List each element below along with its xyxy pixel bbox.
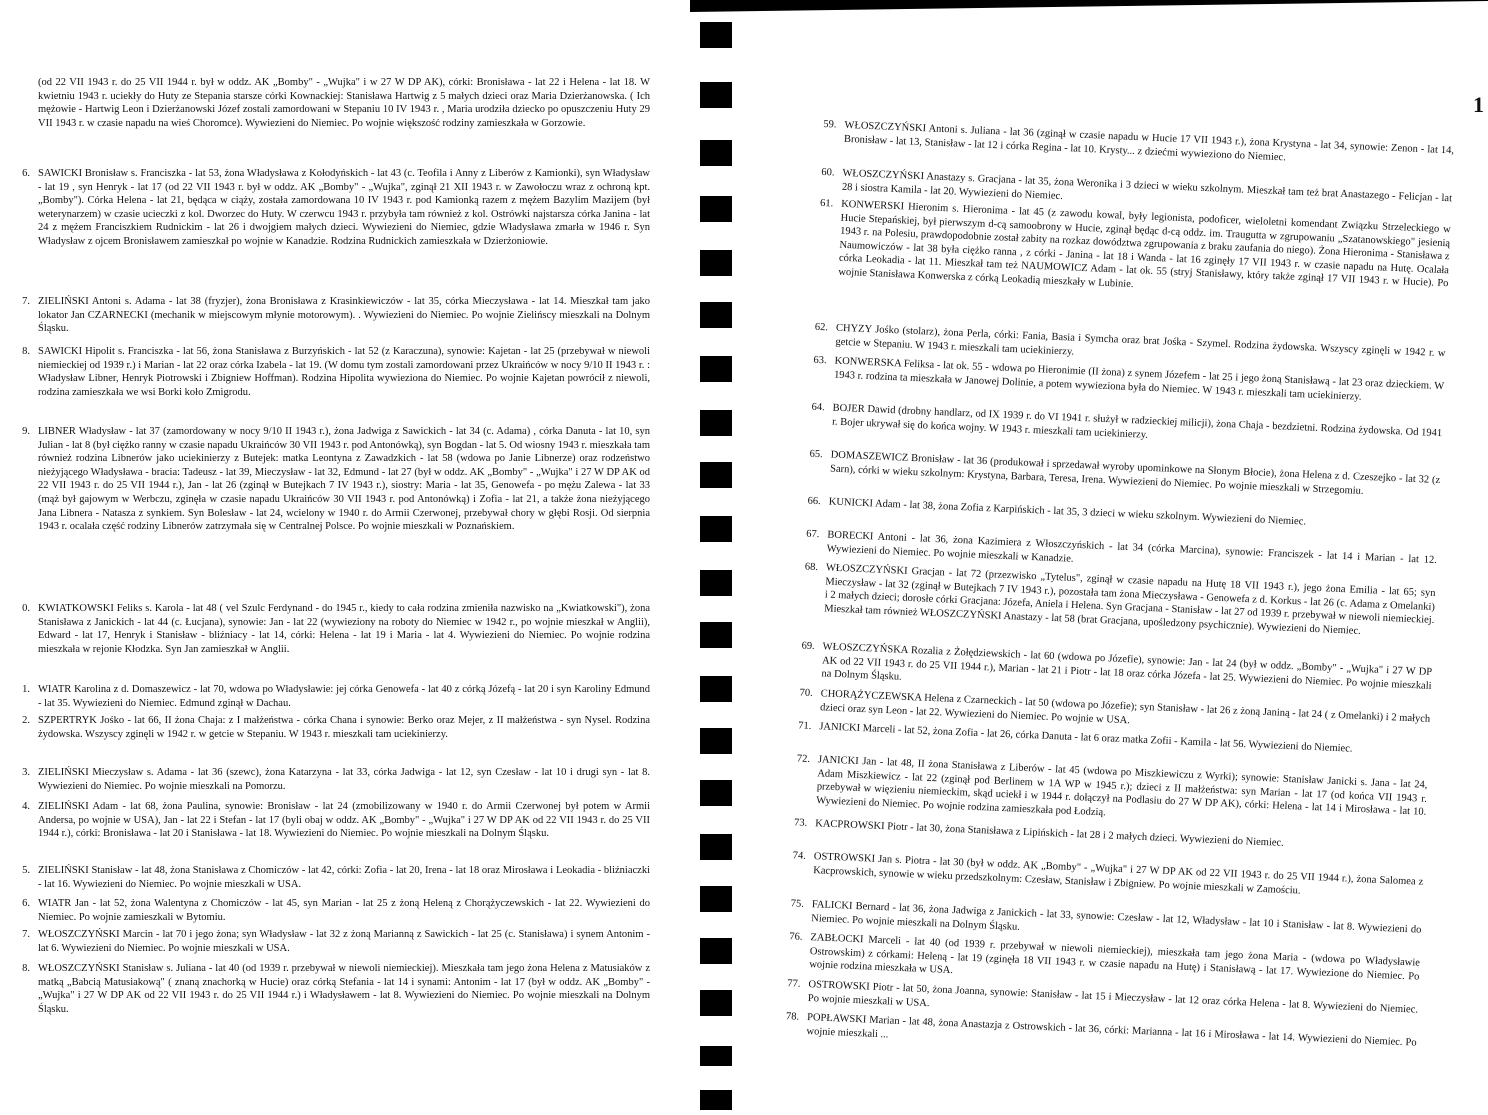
entry-15 [22,864,650,891]
entry-text: FALICKI Bernard - lat 36, żona Jadwiga z Janickich - lat 33, synowie: Czesław - lat 12, Władysław - lat 10 i Stanisław - lat 8. Wywiezieni do Niemiec. Po wojnie mieszkali na Dolnym Śląsku. [811,899,1422,936]
entry-number: 6. [22,898,30,909]
entry-18 [22,962,650,1016]
entry-number: 6. [22,168,30,179]
entry-text: OSTROWSKI Piotr - lat 50, żona Joanna, synowie: Stanisław - lat 15 i Mieczysław - lat 12 oraz córka Helena - lat 8. Wywiezieni do Niemiec. Po wojnie mieszkali w USA. [807,979,1419,1016]
binding-hole [700,140,732,166]
entry-17 [22,928,650,955]
entry-number: 69. [801,640,815,653]
binding-hole [700,462,732,488]
entry-number: 67. [806,528,820,541]
entry-64 [811,401,1443,455]
entry-number: 7. [22,296,30,307]
entry-number: 1. [22,684,30,695]
entry-text: SZPERTRYK Jośko - lat 66, II żona Chaja: z I małżeństwa - córka Chana i synowie: Berko oraz Mejer, z II małżeństwa - syn Nysel. Rodzina żydowska. Wszyscy zginęli w 1942 r. w getcie w Stepaniu. W 1943 r. mieszkali tam uciekinierzy. [38,715,650,740]
entry-74 [792,850,1424,903]
entry-16 [22,897,650,924]
entry-number: 59. [823,118,837,131]
page-number: 1 [1473,92,1484,117]
entry-number: 2. [22,715,30,726]
entry-number: 8. [22,963,30,974]
entry-text: WŁOSZCZYŃSKI Antoni s. Juliana - lat 36 (zginął w czasie napadu w Hucie 17 VII 1943 r.), żona Krystyna - lat 34, synowie: Zenon - lat 14, Bronisław - lat 13, Stanisław - lat 12 i córka Regina - lat 10. Krysty... z dziećmi wywieziono do Niemiec. [843,119,1455,163]
spiral-binding [676,0,738,1115]
entry-text: CHYZY Jośko (stolarz), żona Perla, córki: Fania, Basia i Symcha oraz brat Jośka - Szymel. Rodzina żydowska. Wszyscy zginęli w 1942 r. w getcie w Stepaniu. W 1943 r. mieszkali tam uciekinierzy. [835,322,1446,360]
entry-number: 76. [789,931,803,943]
entry-number: 78. [785,1011,800,1023]
entry-text: LIBNER Władysław - lat 37 (zamordowany w nocy 9/10 II 1943 r.), żona Jadwiga z Sawickich - lat 34 (c. Adama) , córka Danuta - lat 10, syn Julian - lat 8 (był ciężko ranny w czasie napadu Ukraińców 30 VII 1943 r. pod Antonówką), syn Bogdan - lat 5. Od wiosny 1943 r. mieszkała tam również rodzina Libnerów jako uciekinierzy z Butejek: matka Leontyna z Zawadzkich - lat 58 (wdowa po Janie Libnerze) oraz rodzeństwo nieżyjącego Władysława - bracia: Tadeusz - lat 39, Mieczysław - lat 32, Edmund - lat 27 (był w oddz. AK „Bomby" - „Wujka" i 27 W DP AK od 22 VII 1943 r. do 25 VII 1944 r.), Jan - lat 26 (zginął w Butejkach 7 IV 1943 r.), siostry: Maria - lat 35, Genowefa - po mężu Zalewa - lat 33 (mąż był gajowym w Werbczu, zginęła w czasie napadu Ukraińców 30 VII 1943 r. pod Antonówką) i Zofia - lat 21, a także żona nieżyjącego Jana Libnera - Natasza z synkiem. Syn Bolesław - lat 24, wcielony w 1940 r. do Armii Czerwonej, przebywał chory w głębi Rosji. Od sierpnia 1943 r. ocalała część rodziny Libnerów zatrzymała się w Centralnej Polsce. Po wojnie mieszkali w Poznańskiem. [38,426,650,533]
entry-text: JANICKI Jan - lat 48, II żona Stanisława z Liberów - lat 45 (wdowa po Miszkiewiczu z Wyrki); synowie: Stanisław Janicki s. Jana - lat 24, Adam Miszkiewicz - lat 22 (zginął pod Berlinem w 1A WP w 1945 r.); dzieci z II małżeństwa: syn Marian - lat 17 (od końca VII 1943 r. przebywał w więzieniu niemieckim, skąd uciekł i w 1944 r. dołączył na Podlasiu do 27 W DP AK), córki: Helena - lat 14 i Mirosława - lat 10. Wywiezieni do Niemiec. Po wojnie rodzina zamieszkała pod Łodzią. [815,754,1428,819]
entry-text: OSTROWSKI Jan s. Piotra - lat 30 (był w oddz. AK „Bomby" - „Wujka" i 27 W DP AK od 22 VII 1943 r. do 25 VII 1944 r.), żona Salomea z Kacprowskich, synowie w wieku przedszkolnym: Czesław, Stanisław i Zbigniew. Po wojnie mieszkali w Zamościu. [813,851,1424,897]
entry-6 [22,167,650,249]
entry-number: 3. [22,767,30,778]
entry-10 [22,602,650,656]
entry-number: 61. [819,197,834,210]
entry-number: 64. [811,401,825,414]
entry-number: 71. [797,720,812,732]
entry-12 [22,714,650,741]
entry-number: 66. [807,495,821,508]
entry-continuation [38,76,650,130]
entry-text: KONWERSKA Feliksa - lat ok. 55 - wdowa po Hieronimie (II żona) z synem Józefem - lat 25 i jego żoną Stanisławą - lat 23 oraz dzieckiem. W 1943 r. rodzina ta mieszkała w Janowej Dolinie, a potem wywieziona była do Niemiec. W 1943 r. mieszkali tam uciekinierzy. [833,355,1445,403]
entry-number: 60. [821,166,835,179]
entry-number: 4. [22,801,30,812]
entry-text: ZIELIŃSKI Antoni s. Adama - lat 38 (fryzjer), żona Bronisława z Krasinkiewiczów - lat 35, córka Mieczysława - lat 14. Mieszkał tam jako lokator Jan CZARNECKI (mechanik w miejscowym młynie motorowym). . Wywiezieni do Niemiec. Po wojnie Zielińscy mieszkali na Dolnym Śląsku. [38,296,650,335]
entry-text: WŁOSZCZYŃSKI Anastazy s. Gracjana - lat 35, żona Weronika i 3 dzieci w wieku szkolnym. Mieszkał tam też brat Anastazego - Felicjan - lat 28 i siostra Kamila - lat 20. Wywiezieni do Niemiec. [841,167,1453,205]
entry-text: KONWERSKI Hieronim s. Hieronima - lat 45 (z zawodu kowal, były legionista, podoficer, wieloletni komendant Związku Strzeleckiego w Hucie Stepańskiej, był pierwszym d-cą samoobrony w Hucie, zginął będąc d-cą oddz. im. Traugutta w zgrupowaniu „Szatanowskiego" jesienią 1943 r. na Polesiu, prawdopodobnie został zabity na rozkaz dowództwa zgrupowania z braku zaufania do niego). Żona Hieronima - Stanisława z Naumowiczów - lat 38 była ciężko ranna , z córki - Janina - lat 18 i Wanda - lat 16 zginęły 17 VII 1943 r. w czasie napadu na Hutę. Ocalała córka Leokadia - lat 11. Mieszkał tam też NAUMOWICZ Adam - lat ok. 55 (stryj Stanisławy, który także zginął 17 VII 1943 r. w Hucie). Po wojnie Stanisława Konwerska z córką Leokadią mieszkały w Lubinie. [838,198,1451,291]
entry-text: SAWICKI Hipolit s. Franciszka - lat 56, żona Stanisława z Burzyńskich - lat 52 (z Karaczuna), synowie: Kajetan - lat 25 (przebywał w niewoli niemieckiej od 1939 r.) i Marian - lat 22 oraz córka Izabela - lat 19. (W domu tym zostali zamordowani przez Ukraińców w nocy 9/10 II 1943 r. : Władysław Libner, Henryk Piotrowski i Zbigniew Hoffman). Rodzina Hipolita wywieziona do Niemiec. Po wojnie Kajetan powrócił z niewoli, rodzina zamieszkała we wsi Borki koło Zmigrodu. [38,346,650,398]
entry-number: 8. [22,346,30,357]
entry-text: (od 22 VII 1943 r. do 25 VII 1944 r. był w oddz. AK „Bomby" - „Wujka" i w 27 W DP AK), córki: Bronisława - lat 22 i Helena - lat 18. W kwietniu 1943 r. uciekły do Huty ze Stepania starsze córki Kownackiej: Stanisława Hartwig z 5 małych dzieci oraz Maria Dzierżanowska. ( Ich mężowie - Hartwig Leon i Dzierżanowski Józef zostali zamordowani w Stepaniu 10 IV 1943 r. , Maria urodziła dziecko po opuszczeniu Huty 29 VII 1943 r. w czasie napadu na wieś Choromce). Wywiezieni do Niemiec. Po wojnie większość rodziny zamieszkała w Gorzowie. [38,77,650,129]
entry-number: 70. [799,687,813,699]
entry-number: 65. [809,448,823,461]
entry-text: ZIELIŃSKI Adam - lat 68, żona Paulina, synowie: Bronisław - lat 24 (zmobilizowany w 1940 r. do Armii Czerwonej był potem w Armii Andersa, po wojnie w USA), Jan - lat 22 i Stefan - lat 17 (byli obaj w oddz. AK „Bomby" - „Wujka" i 27 W DP AK od 22 VII 1943 r. do 25 VII 1944 r.), córki: Bronisława - lat 20 i Stanisława - lat 18. Wywiezieni do Niemiec. Po wojnie mieszkali na Dolnym Śląsku. [38,801,650,840]
entry-text: BOJER Dawid (drobny handlarz, od IX 1939 r. do VI 1941 r. służył w radzieckiej milicji), żona Chaja - bezdzietni. Rodzina żydowska. Od 1941 r. Bojer ukrywał się do końca wojny. W 1943 r. mieszkali tam uciekinierzy. [831,402,1443,441]
binding-hole [700,1090,732,1110]
entry-text: BORECKI Antoni - lat 36, żona Kazimiera z Włoszczyńskich - lat 34 (córka Marcina), synowie: Franciszek - lat 14 i Marian - lat 12. Wywiezieni do Niemiec. Po wojnie mieszkali w Kanadzie. [826,529,1438,567]
entry-7 [22,295,650,336]
binding-hole [700,728,732,754]
entry-8 [22,345,650,399]
entry-text: CHORĄŻYCZEWSKA Helena z Czarneckich - lat 50 (wdowa po Józefie); syn Stanisław - lat 26 z żoną Janiną - lat 24 ( z Omelanki) i 2 małych dzieci oraz syn Leon - lat 22. Wywiezieni do Niemiec. Po wojnie w USA. [819,688,1431,726]
entry-number: 62. [814,321,829,334]
binding-hole [700,990,732,1016]
entry-text: KUNICKI Adam - lat 38, żona Zofia z Karpińskich - lat 35, 3 dzieci w wieku szkolnym. Wywiezieni do Niemiec. [828,496,1307,528]
entry-text: KACPROWSKI Piotr - lat 30, żona Stanisława z Lipińskich - lat 28 i 2 małych dzieci. Wywiezieni do Niemiec. [815,818,1285,849]
entry-text: ZABŁOCKI Marceli - lat 40 (od 1939 r. przebywał w niewoli niemieckiej), mieszkała tam jego żona Maria - (wdowa po Władysławie Ostrowskim) z córkami: Heleną - lat 19 (zginęła 18 VII 1943 r. w czasie napadu na Hutę) i Stanisławą - lat 17. Wywiezione do Niemiec. Po wojnie rodzina mieszkała w USA. [809,932,1421,983]
binding-hole [700,410,732,436]
entry-text: ZIELIŃSKI Mieczysław s. Adama - lat 36 (szewc), żona Katarzyna - lat 33, córka Jadwiga - lat 12, syn Czesław - lat 10 i drugi syn - lat 8. Wywiezieni do Niemiec. Po wojnie mieszkali na Pomorzu. [38,767,650,792]
entry-text: WŁOSZCZYŃSKA Rozalia z Żołędziewskich - lat 60 (wdowa po Józefie), synowie: Jan - lat 24 (był w oddz. „Bomby" - „Wujka" i 27 W DP AK od 22 VII 1943 r. do 25 VII 1944 r.), Marian - lat 21 i Piotr - lat 18 oraz córka Józefa - lat 25. Wywiezieni do Niemiec. Po wojnie mieszkali na Dolnym Śląsku. [821,641,1433,692]
left-page [0,0,675,1115]
right-page-content [740,0,1487,1049]
entry-14 [22,800,650,841]
entry-number: 72. [796,753,811,765]
entry-text: KWIATKOWSKI Feliks s. Karola - lat 48 ( vel Szulc Ferdynand - do 1945 r., kiedy to cała rodzina zmieniła nazwisko na „Kwiatkowski"), żona Stanisława z Janickich - lat 44 (c. Łucjana), synowie: Jan - lat 22 (wywieziony na roboty do Niemiec w 1942 r., po wojnie mieszkał w Anglii), Edward - lat 17, Henryk i Stanisław - bliźniacy - lat 14, córki: Helena - lat 19 i Maria - lat 4. Wywiezieni do Niemiec. Po wojnie rodzina mieszkała w rejonie Kłodzka. Syn Jan zamieszkał w Anglii. [38,603,650,655]
entry-13 [22,766,650,793]
entry-text: WŁOSZCZYŃSKI Stanisław s. Juliana - lat 40 (od 1939 r. przebywał w niewoli niemieckiej). Mieszkała tam jego żona Helena z Matusiaków z matką „Babcią Matusiakową" ( znaną znachorką w Hucie) oraz córką Stefania - lat 14 i synami: Antonim - lat 17 (był w oddz. AK „Bomby" - „Wujka" i 27 W DP AK od 22 VII 1943 r. do 25 VII 1944 r.) i Władysławem - lat 8. Wywiezieni do Niemiec. Po wojnie mieszkali na Dolnym Śląsku. [38,963,650,1015]
binding-hole [700,356,732,382]
entry-65 [809,448,1441,502]
entry-number: 74. [792,850,807,862]
binding-hole [700,834,732,860]
entry-text: JANICKI Marceli - lat 52, żona Zofia - lat 26, córka Danuta - lat 6 oraz matka Zofii - Kamila - lat 56. Wywiezieni do Niemiec. [819,721,1353,755]
entry-number: 9. [22,426,30,437]
entry-text: DOMASZEWICZ Bronisław - lat 36 (produkował i sprzedawał wyroby upominkowe na Słonym Błocie), żona Helena z d. Czeszejko - lat 32 (z Sarn), córki w wieku szkolnym: Krystyna, Barbara, Teresa, Irena. Wywiezieni do Niemiec. Po wojnie mieszkali w Strzegomiu. [829,449,1441,497]
binding-hole [700,570,732,596]
entry-text: WŁOSZCZYŃSKI Marcin - lat 70 i jego żona; syn Władysław - lat 32 z żoną Marianną z Sawickich - lat 25 (c. Stanisława) i synem Antonim - lat 6. Wywiezieni do Niemiec. Po wojnie mieszkali w USA. [38,929,650,954]
binding-hole [700,196,732,222]
entry-9 [22,425,650,534]
entry-number: 73. [793,817,808,829]
binding-hole [700,82,732,108]
right-page [740,0,1488,1115]
entry-number: 7. [22,929,30,940]
entry-text: ZIELIŃSKI Stanisław - lat 48, żona Stanisława z Chomiczów - lat 42, córki: Zofia - lat 20, Irena - lat 18 oraz Mirosława i Leokadia - bliźniaczki - lat 16. Wywiezieni do Niemiec. Po wojnie mieszkali w USA. [38,865,650,890]
binding-hole [700,250,732,276]
entry-text: POPŁAWSKI Marian - lat 48, żona Anastazja z Ostrowskich - lat 36, córki: Marianna - lat 16 i Mirosława - lat 14. Wywiezieni do Niemiec. Po wojnie mieszkali ... [806,1012,1417,1049]
binding-hole [700,22,732,48]
entry-number: 75. [790,898,805,910]
entry-number: 68. [804,561,819,574]
entry-text: WIATR Jan - lat 52, żona Walentyna z Chomiczów - lat 45, syn Marian - lat 25 z żoną Heleną z Chorążyczewskich - lat 22. Wywiezieni do Niemiec. Po wojnie zamieszkali w Bytomiu. [38,898,650,923]
entry-11 [22,683,650,710]
entry-number: 0. [22,603,30,614]
binding-hole [700,676,732,702]
binding-hole [700,780,732,806]
entry-number: 5. [22,865,30,876]
entry-text: WIATR Karolina z d. Domaszewicz - lat 70, wdowa po Władysławie: jej córka Genowefa - lat 40 z córką Józefą - lat 20 i syn Karoliny Edmund - lat 35. Wywiezieni do Niemiec. Edmund zginął w Dachau. [38,684,650,709]
binding-hole [700,886,732,912]
entry-number: 77. [787,978,801,990]
binding-hole [700,938,732,964]
entry-number: 63. [813,354,827,367]
binding-hole [700,1046,732,1066]
entry-text: WŁOSZCZYŃSKI Gracjan - lat 72 (przezwisko „Tytelus", zginął w czasie napadu na Hutę 18 VII 1943 r.), jego żona Emilia - lat 65; syn Mieczysław - lat 32 (zginął w Butejkach 7 IV 1943 r.), pozostała tam żona Mieczysława - Genowefa z d. Korkus - lat 26 (c. Adama z Omelanki) i 2 małych dzieci; dorosłe córki Gracjana: Józefa, Aniela i Helena. Syn Gracjana - Stanisław - lat 27 od 1939 r. przebywał w niewoli niemieckiej. Mieszkał tam również WŁOSZCZYŃSKI Anastazy - lat 58 (brat Gracjana, upośledzony psychicznie). Wywiezieni do Niemiec. [824,562,1436,637]
binding-hole [700,622,732,648]
binding-hole [700,302,732,328]
entry-text: SAWICKI Bronisław s. Franciszka - lat 53, żona Władysława z Kołodyńskich - lat 43 (c. Teofila i Anny z Liberów z Kamionki), syn Władysław - lat 19 , syn Henryk - lat 17 (od 22 VII 1943 r. był w oddz. AK „Bomby" - „Wujka", zginął 21 XII 1943 r. w Zawołoczu wraz z ochroną kpt. „Bomby"). Córka Helena - lat 21, będąca w ciąży, została zamordowana 10 IV 1943 r. pod Kamionką razem z mężem Bazylim Mazijem (był weterynarzem) w czasie ucieczki z kol. Dworzec do Huty. W czerwcu 1943 r. przybyła tam również z kol. Ostrówki najstarsza córka Janina - lat 24 z mężem Franciszkiem Rudnickim - lat 26 i dwojgiem małych dzieci. Wywiezieni do Niemiec, gdzie Władysława zmarła w 1946 r. Syn Władysław z ojcem Bronisławem zamieszkał po wojnie w Kanadzie. Rodzina Rudnickich zamieszkała w Dzierżoniowie. [38,168,650,247]
entry-59 [823,118,1455,172]
binding-hole [700,516,732,542]
